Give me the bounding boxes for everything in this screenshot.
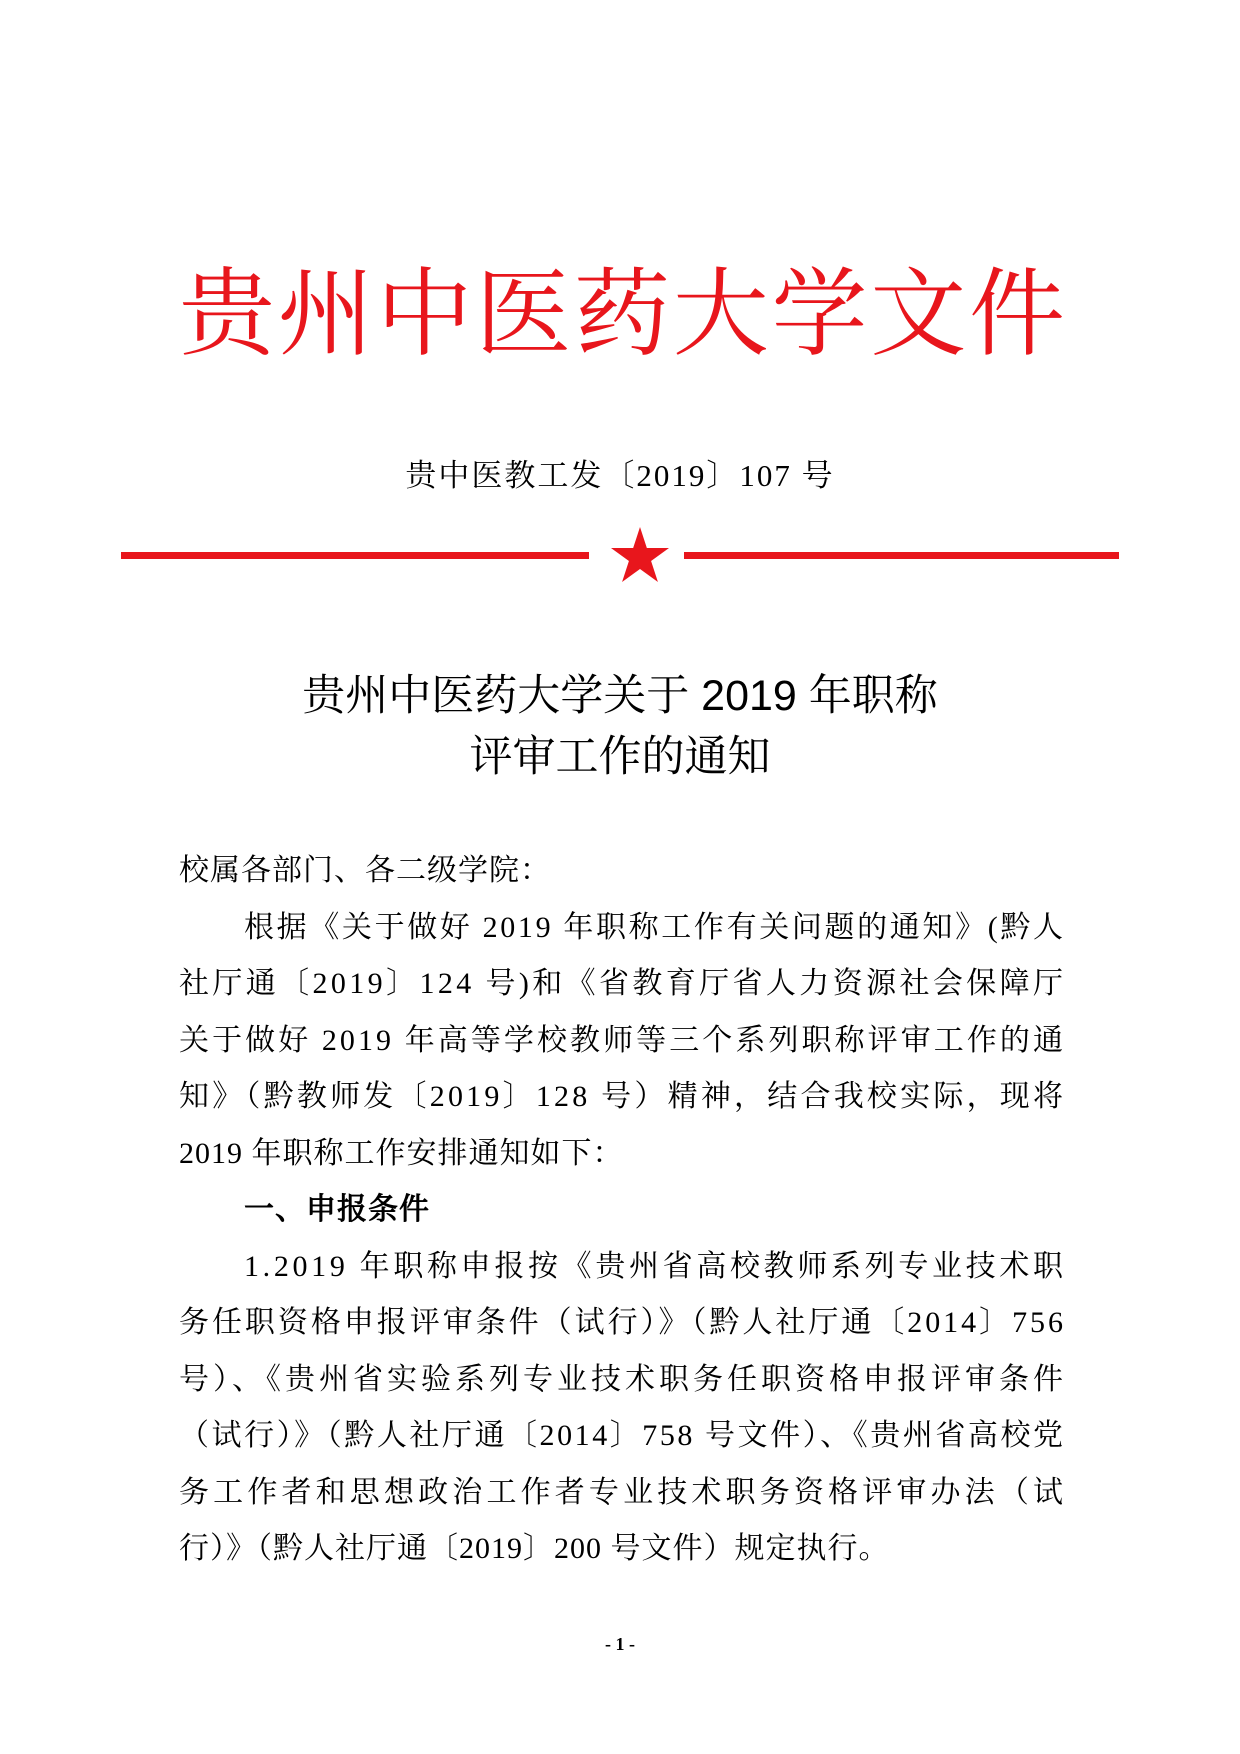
intro-paragraph-line: 知》（黔教师发〔2019〕128 号）精神，结合我校实际，现将 (179, 1080, 1067, 1113)
document-title-line-2: 评审工作的通知 (469, 733, 771, 781)
section-heading: 一、申报条件 (244, 1193, 430, 1226)
star-shape (611, 527, 669, 582)
intro-paragraph-line: 2019 年职称工作安排通知如下： (179, 1136, 624, 1170)
page-number: - 1 - (605, 1634, 635, 1654)
item-paragraph-line: 务工作者和思想政治工作者专业技术职务资格评审办法（试 (179, 1475, 1068, 1509)
document-body (179, 843, 1068, 1578)
item-paragraph-line: 务任职资格申报评审条件（试行）》（黔人社厅通〔2014〕756 (179, 1306, 1066, 1339)
intro-paragraph-line: 社厅通〔2019〕124 号)和《省教育厅省人力资源社会保障厅 (179, 967, 1067, 1000)
red-divider-left (121, 552, 589, 559)
red-header-title: 贵州中医药大学文件 (179, 261, 1068, 368)
intro-paragraph-line: 根据《关于做好 2019 年职称工作有关问题的通知》(黔人 (244, 910, 1066, 944)
item-paragraph-line: 1.2019 年职称申报按《贵州省高校教师系列专业技术职 (244, 1249, 1067, 1283)
item-paragraph-line: （试行）》（黔人社厅通〔2014〕758 号文件）、《贵州省高校党 (179, 1419, 1066, 1452)
intro-paragraph-line: 关于做好 2019 年高等学校教师等三个系列职称评审工作的通 (179, 1023, 1067, 1057)
salutation: 校属各部门、各二级学院： (179, 854, 551, 887)
star-icon (611, 527, 669, 582)
document-number: 贵中医教工发〔2019〕107 号 (405, 458, 835, 493)
item-paragraph-line: 号）、《贵州省实验系列专业技术职务任职资格申报评审条件 (179, 1362, 1067, 1396)
document-title (0, 666, 1240, 788)
item-paragraph-line: 行）》（黔人社厅通〔2019〕200 号文件）规定执行。 (179, 1532, 890, 1565)
red-divider-right (684, 552, 1119, 559)
document-title-line-1: 贵州中医药大学关于 2019 年职称 (302, 672, 938, 720)
